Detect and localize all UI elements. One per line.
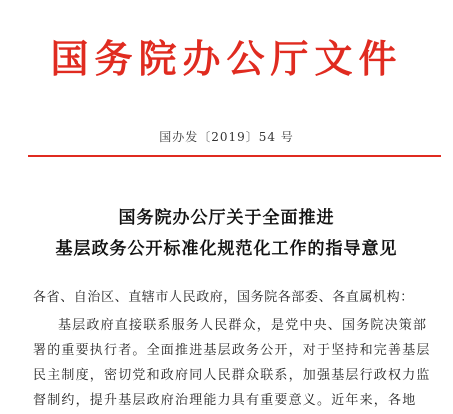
document-masthead: 国务院办公厅文件 — [50, 37, 403, 81]
document-title-line-2: 基层政务公开标准化规范化工作的指导意见 — [55, 239, 398, 259]
body-paragraph-line: 督制约，提升基层政府治理能力具有重要意义。近年来，各地 — [33, 393, 417, 408]
body-paragraph-line: 基层政府直接联系服务人民群众，是党中央、国务院决策部 — [58, 318, 428, 333]
body-paragraph-line: 民主制度，密切党和政府同人民群众联系，加强基层行政权力监 — [33, 368, 431, 383]
red-header-rule — [28, 155, 441, 157]
body-paragraph-line: 署的重要执行者。全面推进基层政务公开，对于坚持和完善基层 — [33, 343, 431, 358]
salutation: 各省、自治区、直辖市人民政府，国务院各部委、各直属机构： — [33, 290, 414, 305]
document-number: 国办发〔2019〕54 号 — [159, 130, 294, 144]
document-title-line-1: 国务院办公厅关于全面推进 — [118, 208, 335, 228]
